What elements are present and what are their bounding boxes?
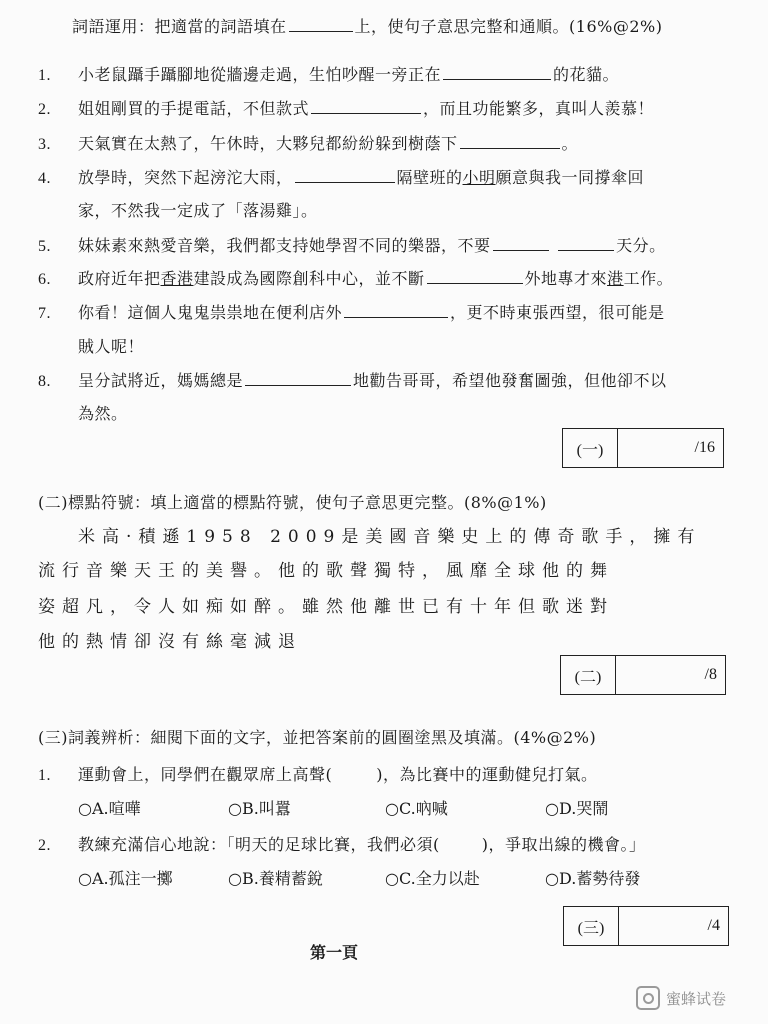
answer-blank[interactable] bbox=[295, 168, 395, 183]
s1-item-7: 7. 你看！這個人鬼鬼祟祟地在便利店外 ，更不時東張西望，很可能是 bbox=[38, 303, 665, 322]
radio-circle-icon: ○ bbox=[78, 799, 92, 818]
s1-item-2: 2. 姐姐剛買的手提電話，不但款式 ，而且功能繁多，真叫人羨慕！ bbox=[38, 99, 655, 118]
title-blank bbox=[289, 17, 353, 32]
radio-circle-icon: ○ bbox=[385, 869, 399, 888]
section1-title: 詞語運用：把適當的詞語填在 上，使句子意思完整和通順。(16%@2%) bbox=[72, 17, 663, 36]
q2-option-d[interactable]: ○D.蓄勢待發 bbox=[545, 869, 641, 888]
radio-circle-icon: ○ bbox=[78, 869, 92, 888]
answer-blank[interactable] bbox=[558, 236, 614, 251]
radio-circle-icon: ○ bbox=[228, 869, 242, 888]
radio-circle-icon: ○ bbox=[545, 869, 559, 888]
s3-question-1: 1. 運動會上，同學們在觀眾席上高聲( )，為比賽中的運動健兒打氣。 bbox=[38, 765, 598, 784]
answer-blank[interactable] bbox=[344, 303, 448, 318]
q1-option-d[interactable]: ○D.哭鬧 bbox=[545, 799, 609, 818]
radio-circle-icon: ○ bbox=[545, 799, 559, 818]
s1-item-7-cont: 賊人呢！ bbox=[78, 337, 145, 356]
passage-line-2: 流行音樂天王的美譽。他的歌聲獨特，風靡全球他的舞 bbox=[38, 561, 614, 581]
q1-option-c[interactable]: ○C.吶喊 bbox=[385, 799, 448, 818]
page-number: 第一頁 bbox=[310, 943, 359, 962]
passage-line-3: 姿超凡，令人如痴如醉。雖然他離世已有十年但歌迷對 bbox=[38, 597, 614, 617]
q2-option-b[interactable]: ○B.養精蓄銳 bbox=[228, 869, 323, 888]
section2-title: (二)標點符號：填上適當的標點符號，使句子意思更完整。(8%@1%) bbox=[38, 493, 547, 512]
score-box-3: (三) /4 bbox=[563, 906, 729, 946]
q2-option-a[interactable]: ○A.孤注一擲 bbox=[78, 869, 173, 888]
s1-item-5: 5. 妹妹素來熱愛音樂，我們都支持她學習不同的樂器，不要 天分。 bbox=[38, 236, 666, 255]
s3-question-2: 2. 教練充滿信心地說：「明天的足球比賽，我們必須( )，爭取出線的機會。」 bbox=[38, 835, 646, 854]
answer-blank[interactable] bbox=[311, 99, 421, 114]
watermark: 蜜蜂试卷 bbox=[636, 986, 726, 1010]
section3-title: (三)詞義辨析：細閱下面的文字，並把答案前的圓圈塗黑及填滿。(4%@2%) bbox=[38, 728, 597, 747]
watermark-logo-icon bbox=[636, 986, 660, 1010]
passage-line-1: 米高·積遜1958 2009是美國音樂史上的傳奇歌手，擁有 bbox=[78, 527, 702, 547]
q2-option-c[interactable]: ○C.全力以赴 bbox=[385, 869, 480, 888]
s1-item-8: 8. 呈分試將近，媽媽總是 地勸告哥哥，希望他發奮圖強，但他卻不以 bbox=[38, 371, 667, 390]
answer-blank[interactable] bbox=[427, 269, 523, 284]
passage-line-4: 他的熱情卻沒有絲毫減退 bbox=[38, 632, 302, 652]
radio-circle-icon: ○ bbox=[385, 799, 399, 818]
s1-item-3: 3. 天氣實在太熱了，午休時，大夥兒都紛紛躲到樹蔭下 。 bbox=[38, 134, 579, 153]
q1-option-b[interactable]: ○B.叫囂 bbox=[228, 799, 291, 818]
s1-item-8-cont: 為然。 bbox=[78, 404, 128, 423]
s1-item-6: 6. 政府近年把香港建設成為國際創科中心，並不斷 外地專才來港工作。 bbox=[38, 269, 674, 288]
score-box-2: (二) /8 bbox=[560, 655, 726, 695]
s1-item-4: 4. 放學時，突然下起滂沱大雨， 隔壁班的小明願意與我一同撐傘回 bbox=[38, 168, 645, 187]
s1-item-1: 1. 小老鼠躡手躡腳地從牆邊走過，生怕吵醒一旁正在 的花貓。 bbox=[38, 65, 620, 84]
s1-item-4-cont: 家，不然我一定成了「落湯雞」。 bbox=[78, 201, 318, 220]
q1-option-a[interactable]: ○A.喧嘩 bbox=[78, 799, 141, 818]
answer-blank[interactable] bbox=[460, 134, 560, 149]
answer-blank[interactable] bbox=[493, 236, 549, 251]
answer-blank[interactable] bbox=[245, 371, 351, 386]
answer-blank[interactable] bbox=[443, 65, 551, 80]
score-box-1: (一) /16 bbox=[562, 428, 724, 468]
radio-circle-icon: ○ bbox=[228, 799, 242, 818]
